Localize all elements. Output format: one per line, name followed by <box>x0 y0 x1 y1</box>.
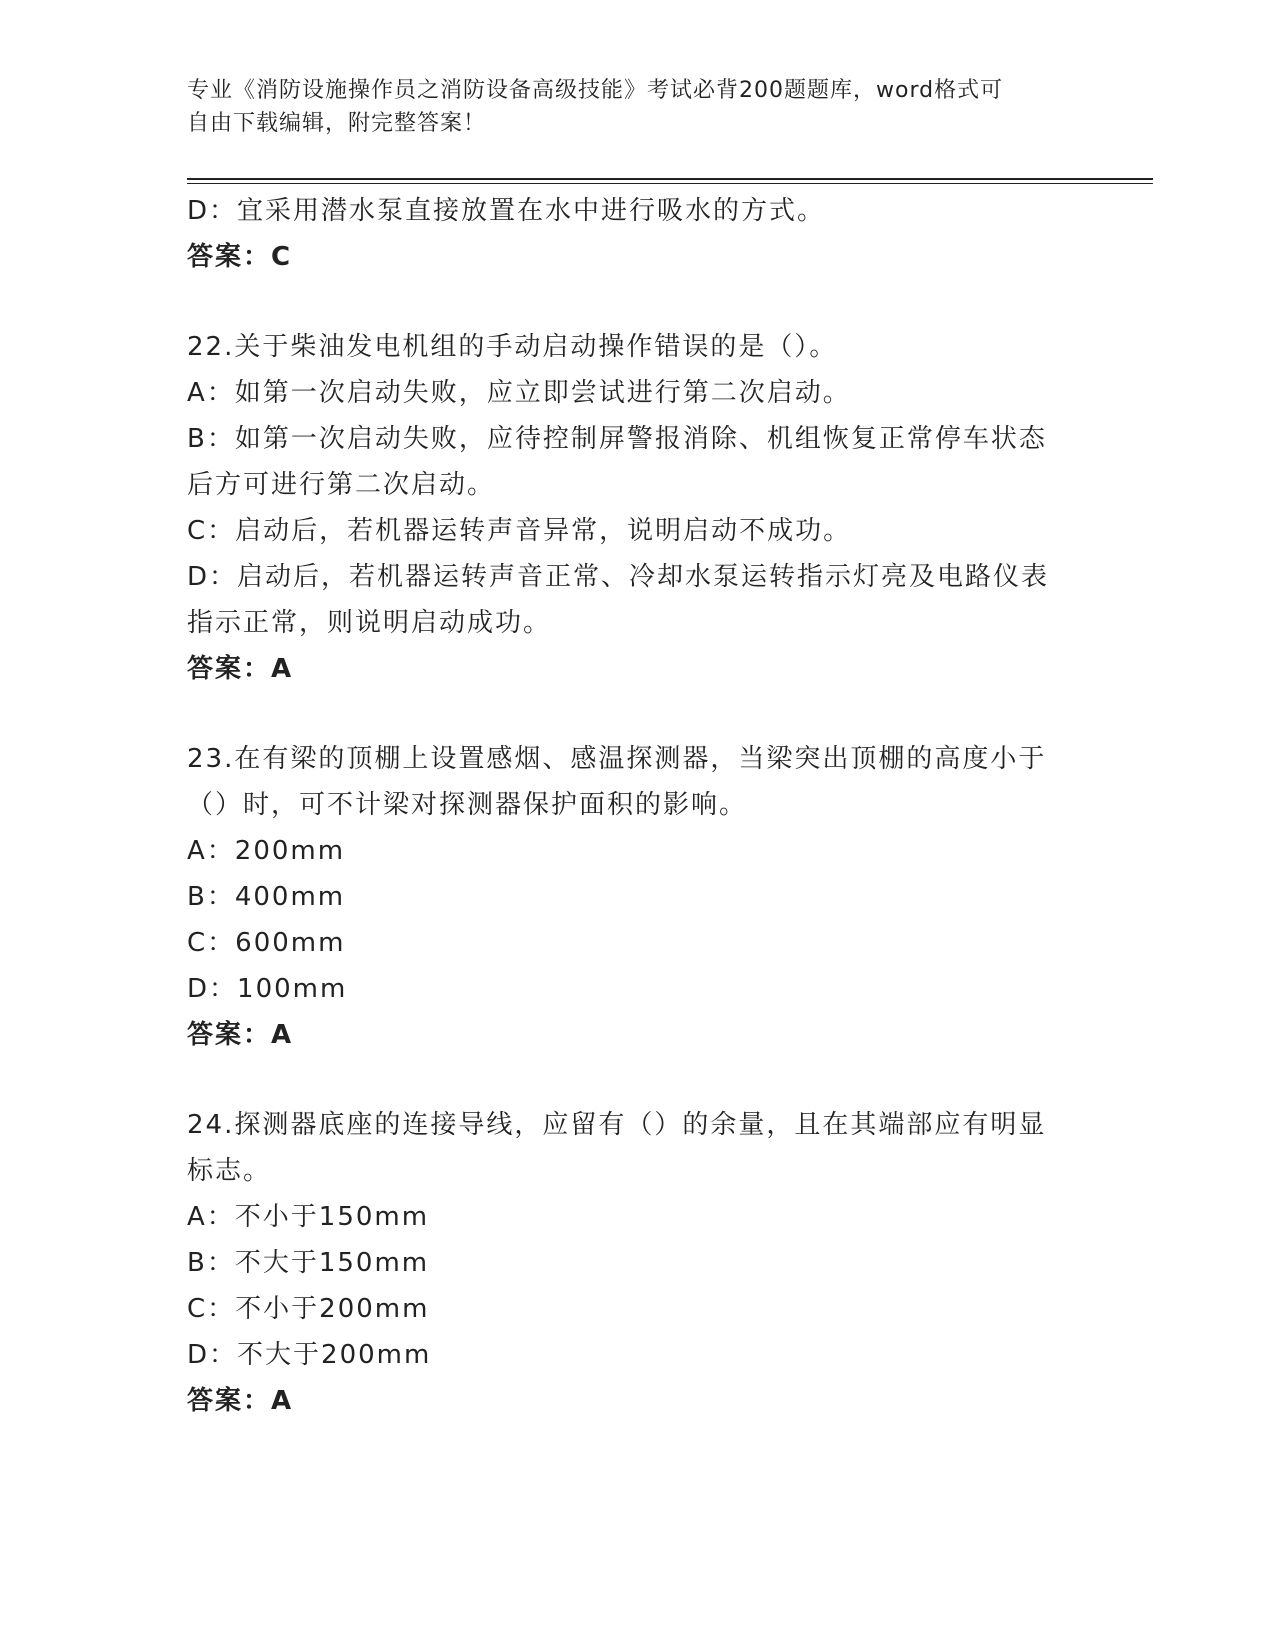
header-divider-thin <box>187 183 1153 184</box>
option-b: B：不大于150mm <box>187 1248 430 1278</box>
option-d-line-2: 指示正常，则说明启动成功。 <box>187 608 552 638</box>
answer-line: 答案：A <box>187 1020 294 1050</box>
option-d: D：不大于200mm <box>187 1340 432 1370</box>
question-stem: 22.关于柴油发电机组的手动启动操作错误的是（）。 <box>187 332 838 362</box>
option-a: A：不小于150mm <box>187 1202 430 1232</box>
answer-line: 答案：C <box>187 242 293 272</box>
answer-line: 答案：A <box>187 654 294 684</box>
previous-question-tail <box>187 188 1087 280</box>
header-divider-thick <box>187 178 1153 180</box>
option-d: D：宜采用潜水泵直接放置在水中进行吸水的方式。 <box>187 196 826 226</box>
question-stem-line-2: 标志。 <box>187 1156 272 1186</box>
question-23 <box>187 736 1087 1058</box>
header-title-line-1: 专业《消防设施操作员之消防设备高级技能》考试必背200题题库，word格式可 <box>187 78 1004 103</box>
question-stem-line-1: 24.探测器底座的连接导线，应留有（）的余量，且在其端部应有明显 <box>187 1110 1047 1140</box>
option-b-line-2: 后方可进行第二次启动。 <box>187 470 496 500</box>
answer-line: 答案：A <box>187 1386 294 1416</box>
question-content <box>187 188 1087 1424</box>
question-stem-line-1: 23.在有梁的顶棚上设置感烟、感温探测器，当梁突出顶棚的高度小于 <box>187 744 1047 774</box>
header-title-line-2: 自由下载编辑，附完整答案！ <box>187 111 487 136</box>
option-d: D：100mm <box>187 974 348 1004</box>
question-22 <box>187 324 1087 692</box>
option-b-line-1: B：如第一次启动失败，应待控制屏警报消除、机组恢复正常停车状态 <box>187 424 1047 454</box>
spacer <box>187 1058 1087 1102</box>
spacer <box>187 280 1087 324</box>
option-a: A：如第一次启动失败，应立即尝试进行第二次启动。 <box>187 378 851 408</box>
option-a: A：200mm <box>187 836 346 866</box>
option-c: C：600mm <box>187 928 346 958</box>
option-d-line-1: D：启动后，若机器运转声音正常、冷却水泵运转指示灯亮及电路仪表 <box>187 562 1050 592</box>
option-c: C：启动后，若机器运转声音异常，说明启动不成功。 <box>187 516 852 546</box>
option-b: B：400mm <box>187 882 346 912</box>
spacer <box>187 692 1087 736</box>
question-stem-line-2: （）时，可不计梁对探测器保护面积的影响。 <box>187 790 748 820</box>
option-c: C：不小于200mm <box>187 1294 430 1324</box>
question-24 <box>187 1102 1087 1424</box>
document-header <box>187 74 1087 140</box>
